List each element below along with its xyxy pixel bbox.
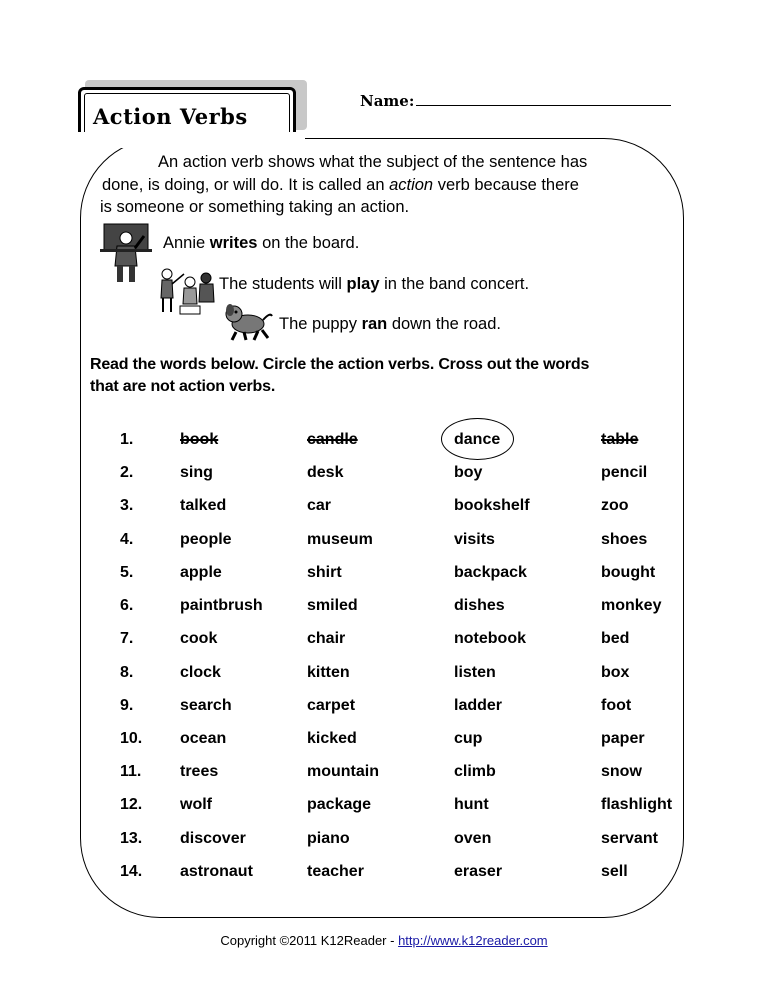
example-2-end: in the band concert. bbox=[379, 275, 530, 293]
word[interactable]: flashlight bbox=[601, 796, 673, 813]
word-row bbox=[0, 597, 768, 619]
intro-emphasis: action bbox=[389, 175, 434, 194]
row-number: 10. bbox=[120, 730, 143, 747]
band-students-illustration bbox=[158, 264, 218, 316]
example-3-start: The puppy bbox=[279, 315, 362, 333]
intro-line-2 bbox=[102, 174, 680, 197]
row-number: 9. bbox=[120, 697, 134, 714]
word-row bbox=[0, 464, 768, 486]
word-row bbox=[0, 863, 768, 885]
word[interactable]: oven bbox=[454, 830, 492, 847]
word-row bbox=[0, 531, 768, 553]
puppy-running-illustration bbox=[224, 302, 274, 342]
word[interactable]: piano bbox=[307, 830, 350, 847]
word[interactable]: listen bbox=[454, 664, 496, 681]
name-field[interactable] bbox=[360, 92, 671, 110]
word[interactable]: box bbox=[601, 664, 630, 681]
row-number: 6. bbox=[120, 597, 134, 614]
word-crossed-out[interactable]: book bbox=[180, 431, 219, 448]
word[interactable]: smiled bbox=[307, 597, 358, 614]
instructions-line-1: Read the words below. Circle the action verbs. Cross out the words bbox=[90, 356, 590, 373]
word[interactable]: chair bbox=[307, 630, 346, 647]
example-sentence-2 bbox=[219, 275, 529, 294]
example-3-end: down the road. bbox=[387, 315, 501, 333]
word[interactable]: bought bbox=[601, 564, 656, 581]
example-2-verb: play bbox=[346, 275, 380, 293]
word-crossed-out[interactable]: candle bbox=[307, 431, 358, 448]
word[interactable]: snow bbox=[601, 763, 642, 780]
worksheet-title: Action Verbs bbox=[93, 104, 248, 129]
word-row bbox=[0, 664, 768, 686]
example-1-verb: writes bbox=[209, 234, 258, 252]
word[interactable]: cup bbox=[454, 730, 483, 747]
row-number: 11. bbox=[120, 763, 142, 780]
word[interactable]: shoes bbox=[601, 531, 648, 548]
word[interactable]: shirt bbox=[307, 564, 342, 581]
word[interactable]: ladder bbox=[454, 697, 503, 714]
copyright-footer bbox=[0, 933, 768, 948]
word[interactable]: car bbox=[307, 497, 332, 514]
row-number: 3. bbox=[120, 497, 134, 514]
example-1-start: Annie bbox=[163, 234, 210, 252]
word[interactable]: boy bbox=[454, 464, 483, 481]
word[interactable]: hunt bbox=[454, 796, 489, 813]
intro-paragraph bbox=[100, 151, 680, 219]
example-sentence-1 bbox=[163, 234, 359, 253]
row-number: 2. bbox=[120, 464, 134, 481]
word[interactable]: desk bbox=[307, 464, 344, 481]
word[interactable]: teacher bbox=[307, 863, 364, 880]
word[interactable]: foot bbox=[601, 697, 632, 714]
word[interactable]: clock bbox=[180, 664, 221, 681]
word[interactable]: dishes bbox=[454, 597, 505, 614]
word-row bbox=[0, 697, 768, 719]
intro-line-2-start: done, is doing, or will do. It is called an bbox=[102, 175, 390, 194]
k12reader-link[interactable]: http://www.k12reader.com bbox=[398, 933, 548, 948]
word[interactable]: cook bbox=[180, 630, 218, 647]
row-number: 1. bbox=[120, 431, 134, 448]
word-row bbox=[0, 730, 768, 752]
word[interactable]: astronaut bbox=[180, 863, 253, 880]
example-1-end: on the board. bbox=[257, 234, 360, 252]
word[interactable]: monkey bbox=[601, 597, 662, 614]
word-crossed-out[interactable]: table bbox=[601, 431, 639, 448]
word[interactable]: zoo bbox=[601, 497, 629, 514]
word[interactable]: paintbrush bbox=[180, 597, 263, 614]
row-number: 14. bbox=[120, 863, 143, 880]
word[interactable]: sing bbox=[180, 464, 213, 481]
word-row bbox=[0, 630, 768, 652]
word[interactable]: notebook bbox=[454, 630, 526, 647]
word[interactable]: servant bbox=[601, 830, 658, 847]
word[interactable]: kicked bbox=[307, 730, 357, 747]
intro-line-1: An action verb shows what the subject of the sentence has bbox=[158, 153, 588, 171]
word[interactable]: carpet bbox=[307, 697, 356, 714]
word[interactable]: paper bbox=[601, 730, 645, 747]
intro-line-3: is someone or something taking an action. bbox=[100, 198, 410, 216]
row-number: 12. bbox=[120, 796, 143, 813]
name-label: Name: bbox=[360, 92, 415, 110]
word[interactable]: talked bbox=[180, 497, 227, 514]
word-row bbox=[0, 796, 768, 818]
word[interactable]: backpack bbox=[454, 564, 527, 581]
name-blank-line[interactable] bbox=[416, 93, 671, 106]
example-3-verb: ran bbox=[361, 315, 388, 333]
word-row bbox=[0, 763, 768, 785]
word-row bbox=[0, 431, 768, 453]
word-row bbox=[0, 564, 768, 586]
example-sentence-3 bbox=[279, 315, 501, 334]
word[interactable]: kitten bbox=[307, 664, 350, 681]
word[interactable]: trees bbox=[180, 763, 219, 780]
word[interactable]: sell bbox=[601, 863, 628, 880]
row-number: 8. bbox=[120, 664, 134, 681]
row-number: 13. bbox=[120, 830, 143, 847]
example-2-start: The students will bbox=[219, 275, 347, 293]
instructions-line-2: that are not action verbs. bbox=[90, 378, 276, 395]
word[interactable]: bookshelf bbox=[454, 497, 530, 514]
word[interactable]: discover bbox=[180, 830, 246, 847]
word[interactable]: search bbox=[180, 697, 232, 714]
word[interactable]: bed bbox=[601, 630, 630, 647]
instructions bbox=[90, 354, 690, 398]
word-row bbox=[0, 830, 768, 852]
word[interactable]: visits bbox=[454, 531, 495, 548]
frame-gap bbox=[75, 132, 305, 148]
word[interactable]: mountain bbox=[307, 763, 379, 780]
word-row bbox=[0, 497, 768, 519]
word-circled[interactable]: dance bbox=[454, 431, 501, 448]
word[interactable]: pencil bbox=[601, 464, 648, 481]
intro-line-2-end: verb because there bbox=[433, 175, 579, 194]
row-number: 7. bbox=[120, 630, 134, 647]
word[interactable]: ocean bbox=[180, 730, 227, 747]
copyright-text: Copyright ©2011 K12Reader - bbox=[220, 933, 399, 948]
word[interactable]: people bbox=[180, 531, 232, 548]
word[interactable]: museum bbox=[307, 531, 373, 548]
row-number: 4. bbox=[120, 531, 134, 548]
word[interactable]: climb bbox=[454, 763, 496, 780]
word[interactable]: apple bbox=[180, 564, 222, 581]
row-number: 5. bbox=[120, 564, 134, 581]
teacher-writing-illustration bbox=[100, 222, 152, 284]
word[interactable]: package bbox=[307, 796, 372, 813]
word[interactable]: eraser bbox=[454, 863, 503, 880]
word[interactable]: wolf bbox=[180, 796, 212, 813]
